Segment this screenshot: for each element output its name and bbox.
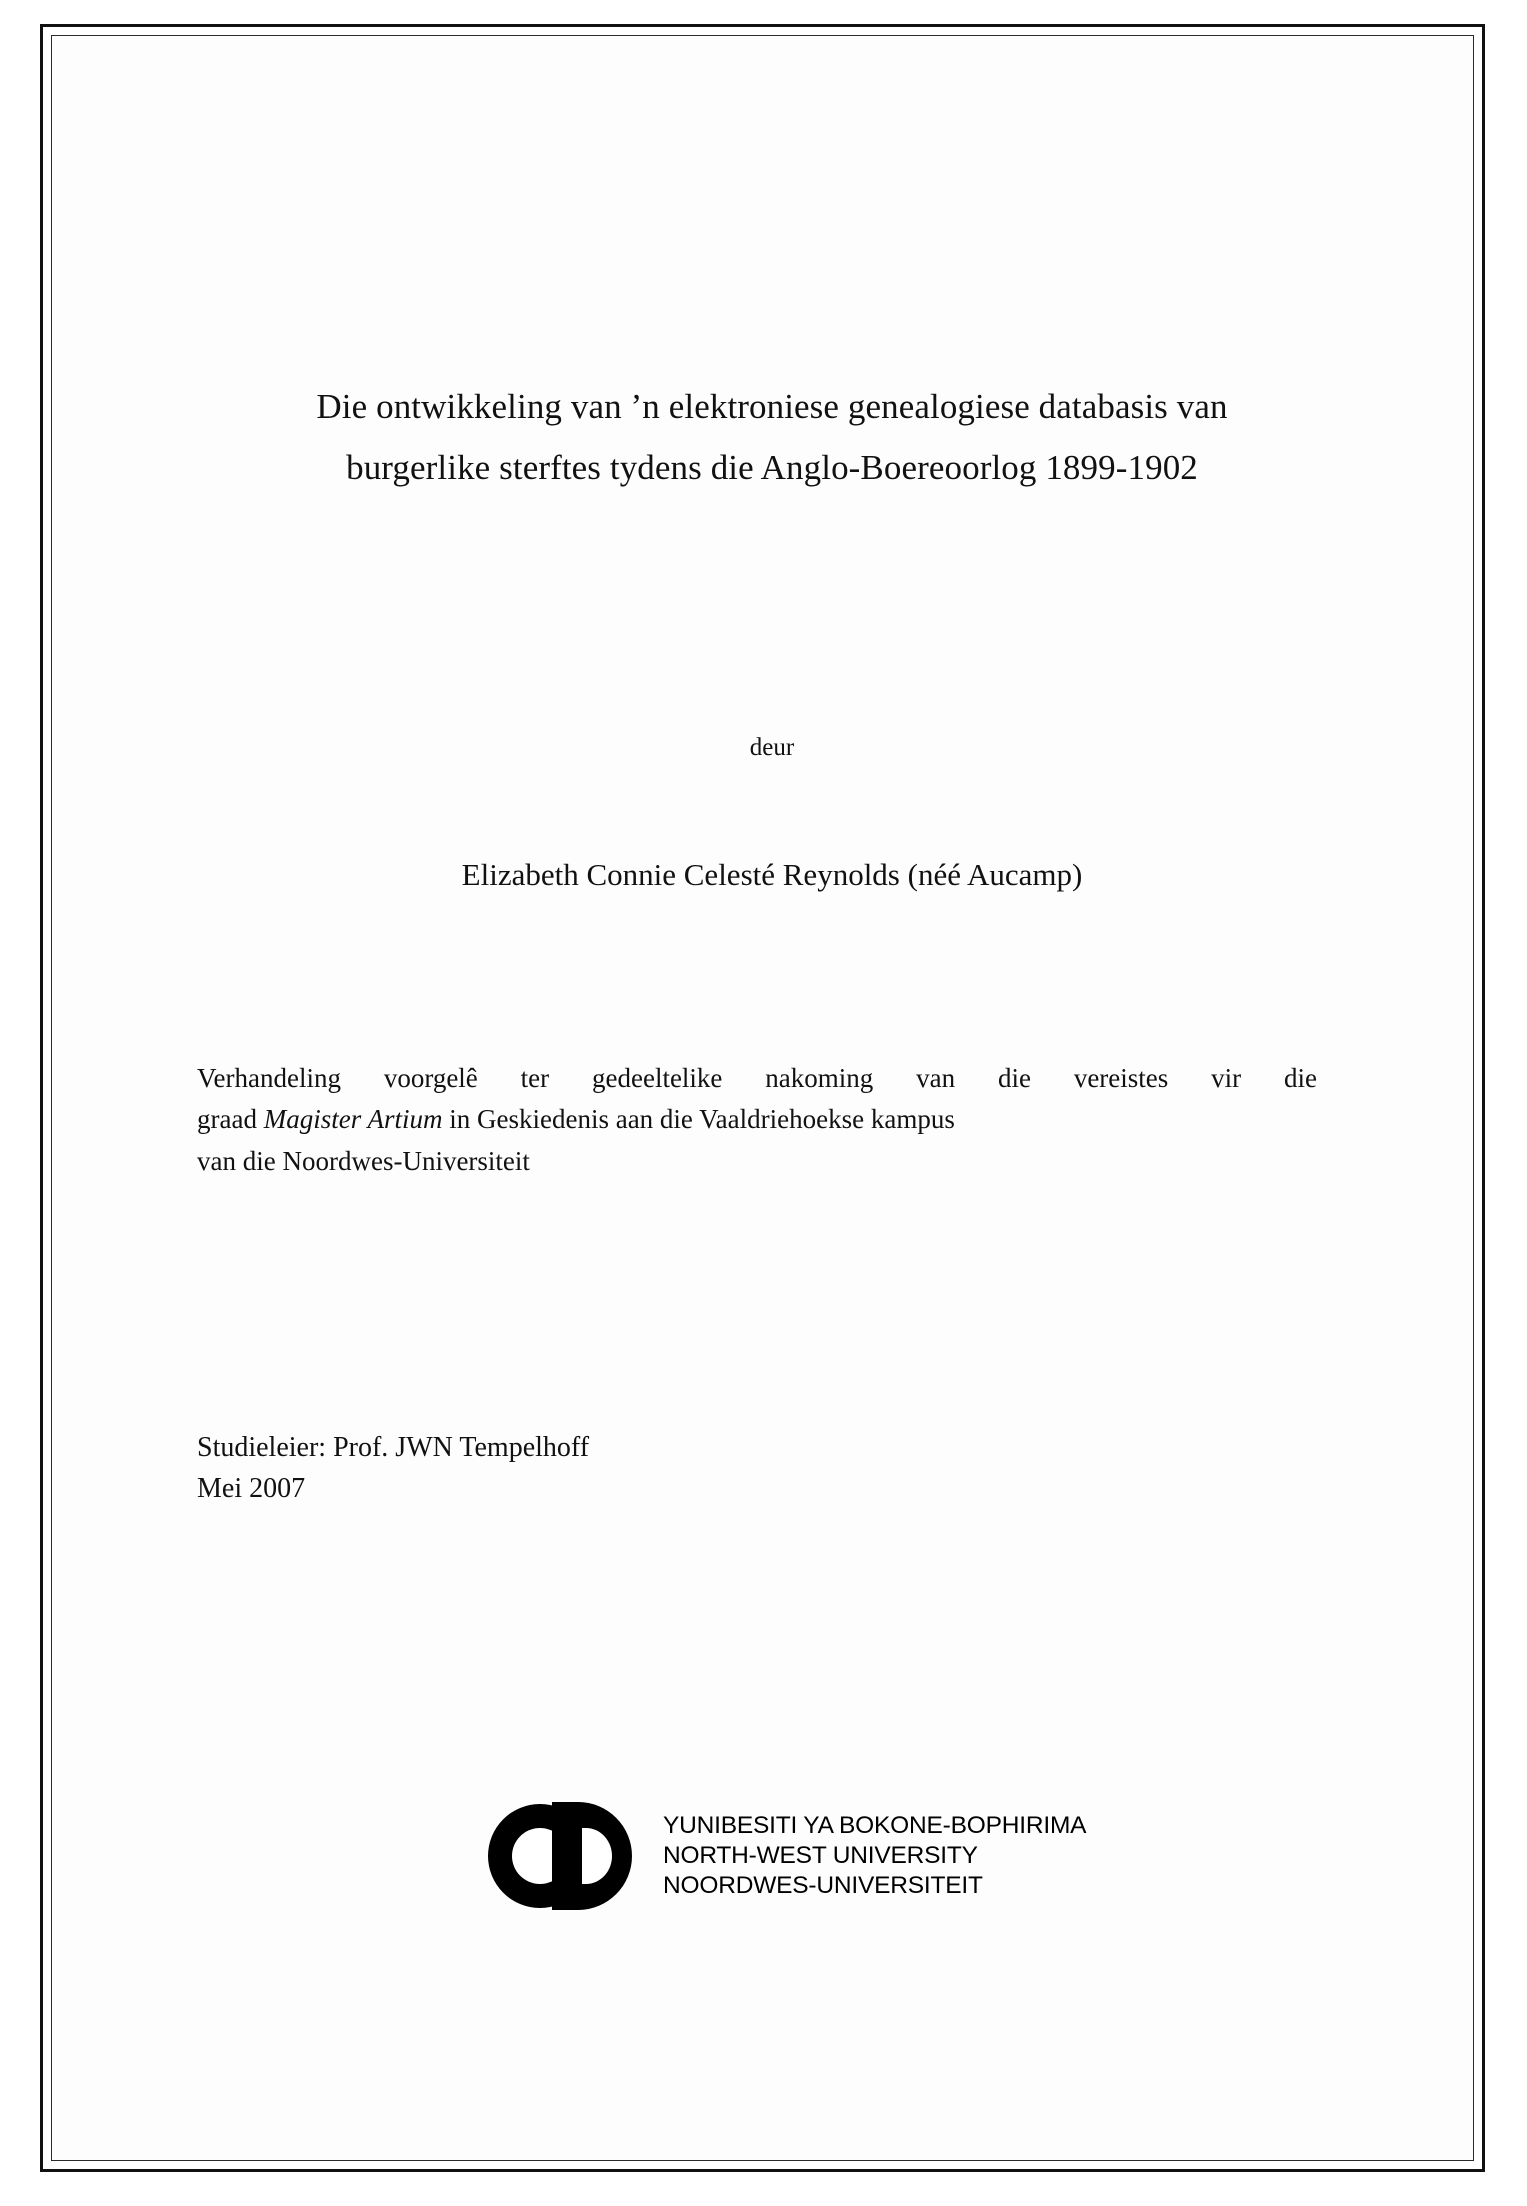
by-label: deur [749, 733, 795, 761]
logo-line-3: NOORDWES-UNIVERSITEIT [663, 1871, 983, 1899]
page-title [197, 376, 1347, 499]
page-inner-frame [51, 35, 1474, 2161]
degree-statement-line-2-post: in Geskiedenis aan die Vaaldriehoekse kampus [442, 1104, 955, 1135]
supervisor-block [197, 1428, 1347, 1509]
logo-line-1: YUNIBESITI YA BOKONE-BOPHIRIMA [663, 1812, 1087, 1840]
author-name: Elizabeth Connie Celesté Reynolds (néé Aucamp) [461, 856, 1083, 892]
title-line-2: burgerlike sterftes tydens die Anglo-Boereoorlog 1899-1902 [346, 448, 1198, 488]
degree-statement-line-3: van die Noordwes-Universiteit [197, 1146, 530, 1177]
nwu-logo-icon [482, 1796, 657, 1916]
date-line: Mei 2007 [197, 1472, 306, 1504]
degree-name-italic: Magister Artium [263, 1104, 443, 1135]
title-page-content [197, 376, 1347, 1509]
university-logo-text [663, 1811, 1086, 1901]
supervisor-line: Studieleier: Prof. JWN Tempelhoff [197, 1432, 590, 1464]
degree-statement-line-2 [197, 1099, 1317, 1141]
degree-statement [197, 1058, 1317, 1184]
page-border-frame [40, 24, 1485, 2172]
university-logo [482, 1796, 1086, 1916]
logo-line-2: NORTH-WEST UNIVERSITY [663, 1842, 978, 1870]
degree-statement-line-1: Verhandeling voorgelê ter gedeeltelike nakoming van die vereistes vir die [197, 1062, 1317, 1093]
degree-statement-line-2-pre: graad [197, 1104, 264, 1135]
title-line-1: Die ontwikkeling van ’n elektroniese genealogiese databasis van [316, 387, 1228, 426]
